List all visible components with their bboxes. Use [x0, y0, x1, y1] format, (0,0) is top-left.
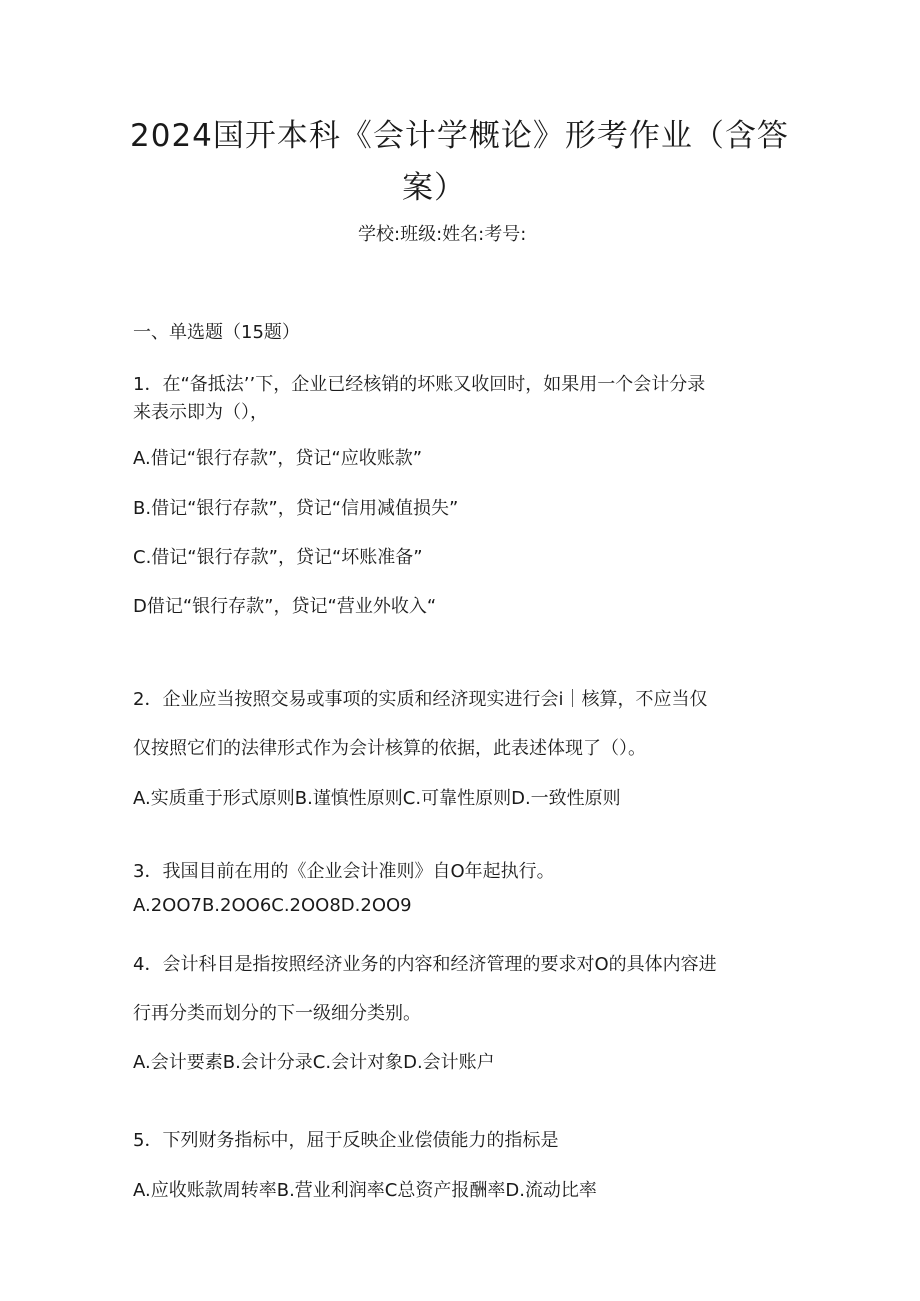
question-3-options: A.2OO7B.2OO6C.2OO8D.2OO9 [133, 895, 412, 916]
question-5-options: A.应收账款周转率B.营业利润率C总资产报酬率D.流动比率 [133, 1180, 597, 1201]
question-1-option-a: A.借记“银行存款”，贷记“应收账款” [133, 448, 423, 469]
student-info-line: 学校:班级:姓名:考号: [358, 224, 527, 245]
question-2-options: A.实质重于形式原则B.谨慎性原则C.可靠性原则D.一致性原则 [133, 788, 621, 809]
title-line-1: 2024国开本科《会计学概论》形考作业（含答 [130, 118, 789, 154]
question-4-options: A.会计要素B.会计分录C.会计对象D.会计账户 [133, 1052, 495, 1073]
question-2-stem-line-1: 2．企业应当按照交易或事项的实质和经济现实进行会i｜核算，不应当仅 [133, 689, 708, 710]
question-1-option-b: B.借记“银行存款”，贷记“信用减值损失” [133, 498, 459, 519]
title-line-2: 案） [402, 170, 466, 206]
question-1-stem-line-2: 来表示即为（）， [133, 402, 268, 423]
question-5-stem: 5．下列财务指标中，屈于反映企业偿债能力的指标是 [133, 1130, 559, 1151]
question-1-option-c: C.借记“银行存款”，贷记“坏账准备” [133, 547, 423, 568]
document-title [130, 110, 810, 214]
question-2-stem-line-2: 仅按照它们的法律形式作为会计核算的依据，此表述体现了（）。 [133, 738, 646, 759]
question-4-stem-line-2: 行再分类而划分的下一级细分类别。 [133, 1003, 421, 1024]
question-3-stem: 3．我国目前在用的《企业会计准则》自O年起执行。 [133, 861, 555, 882]
question-4-stem-line-1: 4．会计科目是指按照经济业务的内容和经济管理的要求对O的具体内容进 [133, 954, 717, 975]
question-1-stem-line-1: 1．在“备抵法’’下，企业已经核销的坏账又收回时，如果用一个会计分录 [133, 374, 706, 395]
question-1-option-d: D借记“银行存款”，贷记“营业外收入“ [133, 596, 437, 617]
section-heading: 一、单选题（15题） [133, 322, 300, 343]
